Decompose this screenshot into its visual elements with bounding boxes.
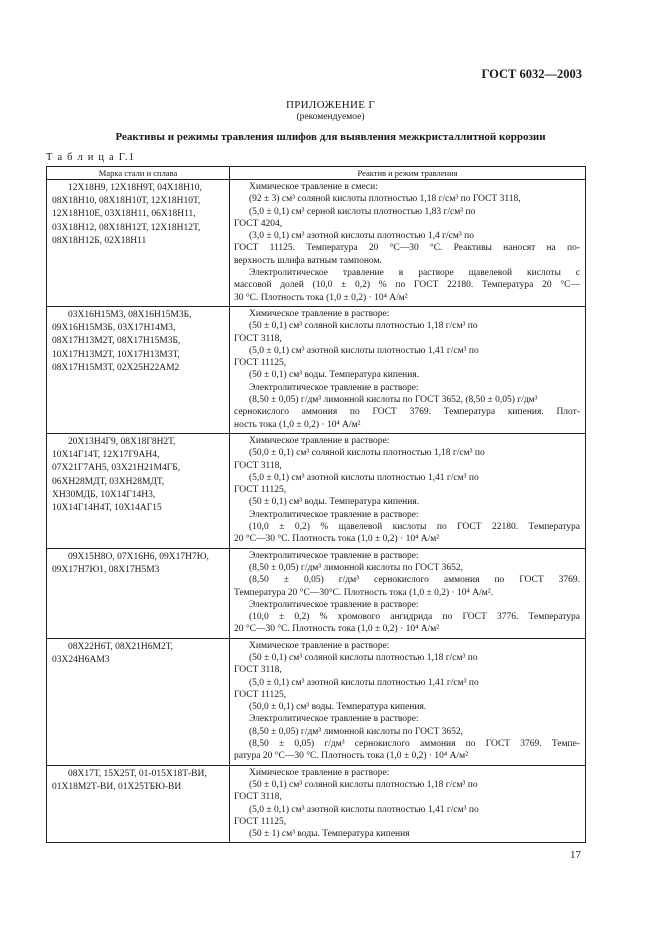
grade-line: 06ХН28МДТ, 03ХН28МДТ, xyxy=(52,476,165,487)
reagent-cell xyxy=(230,765,586,843)
grade-line: 07Х21Г7АН5, 03Х21Н21М4ГБ, xyxy=(52,463,181,474)
reagent-line: ГОСТ 11125, xyxy=(234,689,287,700)
grade-line: 20Х13Н4Г9, 08Х18Г8Н2Т, xyxy=(68,436,176,447)
standard-number: ГОСТ 6032—2003 xyxy=(481,67,582,81)
appendix-title: ПРИЛОЖЕНИЕ Г xyxy=(285,99,376,111)
reagent-line: ГОСТ 4204, xyxy=(234,218,283,229)
grade-line: 09Х15Н8О, 07Х16Н6, 09Х17Н7Ю, xyxy=(68,551,209,562)
reagent-line: (50,0 ± 0,1) см³ воды. Температура кипения. xyxy=(249,702,427,713)
reagent-line: (50,0 ± 0,1) см³ соляной кислоты плотностью 1,18 г/см³ по xyxy=(249,448,485,459)
appendix-heading: Реактивы и режимы травления шлифов для выявления межкристаллитной коррозии xyxy=(115,131,546,143)
grade-line: 12Х18Н9, 12Х18Н9Т, 04Х18Н10, xyxy=(68,183,202,193)
reagent-line: ГОСТ 3118, xyxy=(234,333,282,344)
grade-line: 01Х18М2Т-ВИ, 01Х25ТБЮ-ВИ xyxy=(52,781,182,792)
reagent-line: Электролитическое травление в растворе: xyxy=(249,382,419,393)
reagent-line: (50 ± 0,1) см³ соляной кислоты плотностью 1,18 г/см³ по xyxy=(249,779,478,790)
column-header-grade: Марка стали и сплава xyxy=(47,167,230,180)
grade-line: 08Х17Н13М2Т, 08Х17Н15М3Б, xyxy=(52,336,181,347)
reagent-line: ратура 20 °С—30 °С. Плотность тока (1,0 ± 0,2) · 10⁴ А/м² xyxy=(234,751,468,762)
reagent-line: Химическое травление в растворе: xyxy=(249,435,390,446)
etching-table xyxy=(46,166,586,843)
table-row xyxy=(47,180,586,307)
table-row xyxy=(47,548,586,638)
table-row xyxy=(47,306,586,433)
reagent-line: ГОСТ 3118, xyxy=(234,792,282,803)
grade-cell xyxy=(47,765,230,843)
column-header-reagent: Реактив и режим травления xyxy=(230,167,586,180)
reagent-line: (5,0 ± 0,1) см³ азотной кислоты плотностью 1,41 г/см³ по xyxy=(249,472,479,483)
reagent-line: ГОСТ 11125, xyxy=(234,485,287,496)
grade-line: 03Х24Н6АМ3 xyxy=(52,654,110,665)
reagent-line: Химическое травление в растворе: xyxy=(249,308,390,319)
grade-cell xyxy=(47,306,230,433)
reagent-line: (50 ± 0,1) см³ соляной кислоты плотностью 1,18 г/см³ по xyxy=(249,652,478,663)
reagent-line: (92 ± 3) см³ соляной кислоты плотностью 1,18 г/см³ по ГОСТ 3118, xyxy=(249,194,521,205)
reagent-line: Химическое травление в растворе: xyxy=(249,767,390,778)
reagent-line: ГОСТ 3118, xyxy=(234,460,282,471)
reagent-line: верхность шлифа ватным тампоном. xyxy=(234,255,382,266)
reagent-cell xyxy=(230,548,586,638)
reagent-line: Электролитическое травление в растворе: xyxy=(249,714,419,725)
page-number: 17 xyxy=(570,849,581,861)
reagent-line: (50 ± 0,1) см³ соляной кислоты плотностью 1,18 г/см³ по xyxy=(249,321,478,332)
table-row xyxy=(47,433,586,548)
grade-line: 10Х14Г14Н4Т, 10Х14АГ15 xyxy=(52,502,162,513)
reagent-line: ГОСТ 11125, xyxy=(234,816,287,827)
grade-line: 09Х17Н7Ю1, 08Х17Н5М3 xyxy=(52,564,160,575)
reagent-line: Электролитическое травление в растворе: xyxy=(249,509,419,520)
grade-line: 10Х17Н13М2Т, 10Х17Н13М3Т, xyxy=(52,349,180,360)
reagent-line: Электролитическое травление в растворе: xyxy=(249,550,419,561)
reagent-line: Химическое травление в растворе: xyxy=(249,640,390,651)
grade-line: 12Х18Н10Е, 03Х18Н11, 06Х18Н11, xyxy=(52,209,196,220)
table-row xyxy=(47,638,586,765)
table-label: Т а б л и ц а Г.1 xyxy=(46,152,136,163)
reagent-line: (8,50 ± 0,05) г/дм³ лимонной кислоты по ГОСТ 3652, xyxy=(249,726,464,737)
reagent-line: (50 ± 0,1) см³ воды. Температура кипения. xyxy=(249,497,420,508)
reagent-cell xyxy=(230,306,586,433)
reagent-line: ГОСТ 11125. Температура 20 °С—30 °С. Реактивы наносят на по- xyxy=(234,243,580,254)
reagent-cell xyxy=(230,433,586,548)
reagent-line: 20 °С—30 °С. Плотность тока (1,0 ± 0,2) · 10⁴ А/м² xyxy=(234,624,440,635)
reagent-line: (5,0 ± 0,1) см³ азотной кислоты плотностью 1,41 г/см³ по xyxy=(249,345,479,356)
reagent-line: 20 °С—30 °С. Плотность тока (1,0 ± 0,2) · 10⁴ А/м² xyxy=(234,534,440,545)
reagent-line: (8,50 ± 0,05) г/дм³ сернокислого аммония по ГОСТ 3769. Темпе- xyxy=(249,739,580,750)
reagent-line: Электролитическое травление в растворе щавелевой кислоты с xyxy=(249,268,580,279)
reagent-line: 30 °С. Плотность тока (1,0 ± 0,2) · 10⁴ А/м² xyxy=(234,292,408,303)
table-header-row xyxy=(47,167,586,180)
reagent-line: ность тока (1,0 ± 0,2) · 10⁴ А/м² xyxy=(234,419,361,430)
reagent-line: (5,0 ± 0,1) см³ азотной кислоты плотностью 1,41 г/см³ по xyxy=(249,804,479,815)
reagent-line: (50 ± 0,1) см³ воды. Температура кипения. xyxy=(249,370,420,381)
grade-line: 03Х16Н15М3, 08Х16Н15М3Б, xyxy=(68,309,192,320)
reagent-line: (5,0 ± 0,1) см³ серной кислоты плотностью 1,83 г/см³ по xyxy=(249,206,476,217)
table-row xyxy=(47,765,586,843)
grade-line: 08Х22Н6Т, 08Х21Н6М2Т, xyxy=(68,641,173,652)
reagent-line: (8,50 ± 0,05) г/дм³ лимонной кислоты по ГОСТ 3652, xyxy=(249,562,464,573)
grade-line: 08Х17Н15М3Т, 02Х25Н22АМ2 xyxy=(52,362,180,373)
reagent-line: ГОСТ 11125, xyxy=(234,358,287,369)
grade-cell xyxy=(47,180,230,307)
reagent-line: Химическое травление в смеси: xyxy=(249,182,378,192)
reagent-cell xyxy=(230,638,586,765)
grade-line: 03Х18Н12, 08Х18Н12Т, 12Х18Н12Т, xyxy=(52,222,201,233)
reagent-line: (5,0 ± 0,1) см³ азотной кислоты плотностью 1,41 г/см³ по xyxy=(249,677,479,688)
reagent-line: (10,0 ± 0,2) % хромового ангидрида по ГОСТ 3776. Температура xyxy=(249,612,580,623)
grade-line: ХН30МДБ, 10Х14Г14Н3, xyxy=(52,489,156,500)
grade-cell xyxy=(47,638,230,765)
reagent-line: (3,0 ± 0,1) см³ азотной кислоты плотностью 1,4 г/см³ по xyxy=(249,231,474,242)
reagent-line: (50 ± 1) см³ воды. Температура кипения xyxy=(249,829,410,840)
grade-line: 08Х18Н12Б, 02Х18Н11 xyxy=(52,235,147,246)
reagent-line: сернокислого аммония по ГОСТ 3769. Температура кипения. Плот- xyxy=(234,407,580,418)
grade-line: 10Х14Г14Т, 12Х17Г9АН4, xyxy=(52,450,160,461)
reagent-line: (10,0 ± 0,2) % щавелевой кислоты по ГОСТ 22180. Температура xyxy=(249,522,580,533)
reagent-line: Температура 20 °С—30°С. Плотность тока (1,0 ± 0,2) · 10⁴ А/м². xyxy=(234,587,493,598)
reagent-line: (8,50 ± 0,05) г/дм³ лимонной кислоты по ГОСТ 3652, (8,50 ± 0,05) г/дм³ xyxy=(249,395,538,406)
reagent-line: ГОСТ 3118, xyxy=(234,665,282,676)
table-body xyxy=(47,180,586,843)
reagent-cell xyxy=(230,180,586,307)
appendix-subtitle: (рекомендуемое) xyxy=(296,112,365,122)
grade-line: 08Х17Т, 15Х25Т, 01-015Х18Т-ВИ, xyxy=(68,768,207,779)
reagent-line: (8,50 ± 0,05) г/дм³ сернокислого аммония по ГОСТ 3769. xyxy=(249,575,580,586)
reagent-line: массовой долей (10,0 ± 0,2) % по ГОСТ 22180. Температура 20 °С— xyxy=(234,280,580,291)
grade-line: 09Х16Н15М3Б, 03Х17Н14М3, xyxy=(52,323,176,334)
grade-cell xyxy=(47,548,230,638)
grade-line: 08Х18Н10, 08Х18Н10Т, 12Х18Н10Т, xyxy=(52,196,201,207)
grade-cell xyxy=(47,433,230,548)
reagent-line: Электролитическое травление в растворе: xyxy=(249,599,419,610)
